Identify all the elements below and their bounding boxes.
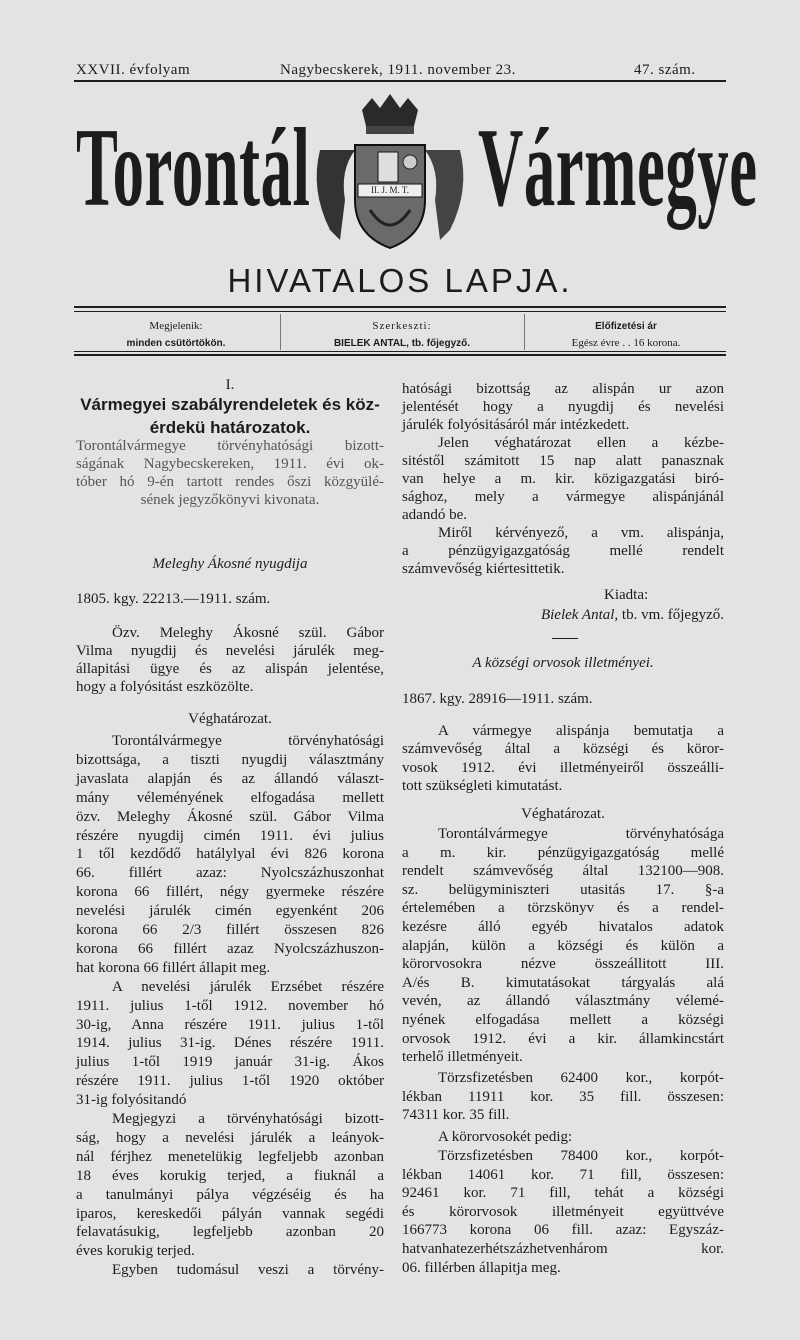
issued-label: Kiadta: xyxy=(604,587,649,603)
paragraph-line: rendelt számvevőség által 132100—908. xyxy=(402,863,724,880)
section-heading: Vármegyei szabályrendeletek és köz- xyxy=(80,395,380,414)
paragraph-line: számvevőség kiértesittetik. xyxy=(402,561,565,577)
paragraph-line: nyének elfogadása mellett a községi xyxy=(402,1012,724,1028)
decision-label: Véghatározat. xyxy=(521,806,605,822)
intro-line: Torontálvármegye törvényhatósági bizott- xyxy=(76,438,384,454)
paragraph-line: a tanulmányi pálya végzéséig és ha xyxy=(76,1186,384,1203)
paragraph-line: a pénzügyigazgatóság mellé rendelt xyxy=(402,543,724,559)
issue-number: 47. szám. xyxy=(634,62,696,78)
paragraph-line: Törzsfizetésben 62400 kor., korpót- xyxy=(438,1070,724,1086)
paragraph-line: sitéstől számitott 15 nap alatt panasznak xyxy=(402,453,724,469)
paragraph-line: sághoz, mely a vármegye alispánjánál xyxy=(402,489,724,505)
paragraph-line: Törzsfizetésben 78400 kor., korpót- xyxy=(438,1148,724,1164)
paragraph-line: 92461 kor. 71 fill, tehát a községi xyxy=(402,1185,724,1202)
decision-label: Véghatározat. xyxy=(188,711,272,727)
paragraph-line: orvosok 1912. évi a kir. államkincstárt xyxy=(402,1030,724,1047)
paragraph-line: 06. fillérben állapitja meg. xyxy=(402,1259,561,1276)
paragraph-line: nál férjhez menetelükig legfeljebb azonban xyxy=(76,1148,384,1165)
appears-value: minden csütörtökön. xyxy=(126,338,226,349)
signature xyxy=(402,606,724,624)
paragraph-line: Özv. Meleghy Ákosné szül. Gábor xyxy=(112,625,384,641)
paragraph-line: számvevőség által a községi és köror- xyxy=(402,741,724,758)
paragraph-line: vosok 1912. évi illetményeiről összeálli- xyxy=(402,759,724,776)
paragraph-line: 66. fillért azaz: Nyolcszázhuszonhat xyxy=(76,865,384,882)
paragraph-line: mány véleményének elfogadása mellett xyxy=(76,789,384,806)
paragraph-line: éves korukig terjed. xyxy=(76,1243,195,1260)
paragraph-line: tott szükségleti kimutatást. xyxy=(402,777,563,794)
paragraph-line: kezésre álló egyéb hivatalos adatok xyxy=(402,919,724,935)
paragraph-line: 1 től kezdődő hatálylyal évi 826 korona xyxy=(76,846,384,863)
info-bottom-rule-thick xyxy=(74,354,726,356)
paragraph-line: julius 1-től 1919 január 31-ig. Ákos xyxy=(76,1054,384,1071)
paragraph-line: és körorvosok illetményeit együttvéve xyxy=(402,1203,724,1220)
subject-title: Meleghy Ákosné nyugdija xyxy=(152,556,308,572)
paragraph-line: járulék folyósitásáról már intézkedett. xyxy=(402,417,630,433)
coat-of-arms-logo xyxy=(300,90,480,260)
title-left: Torontál xyxy=(76,106,311,230)
paragraph-line: korona 66 2/3 fillért összesen 826 xyxy=(76,922,384,938)
paragraph-line: A vármegye alispánja bemutatja a xyxy=(438,723,724,739)
section-number: I. xyxy=(225,377,235,393)
paragraph-line: Egyben tudomásul veszi a törvény- xyxy=(112,1262,384,1279)
intro-line: ságának Nagybecskereken, 1911. évi ok- xyxy=(76,456,384,472)
paragraph-line: hogy a folyósitást eszközölte. xyxy=(76,679,254,695)
paragraph-line: körorvosokra nézve összeállitott III. xyxy=(402,956,724,973)
editor-label: Szerkeszti: xyxy=(372,320,432,332)
paragraph-line: korona 66 fillért, négy gyermeke részére xyxy=(76,884,384,901)
paragraph-line: 31-ig folyósitandó xyxy=(76,1092,187,1109)
subject-title: A községi orvosok illetményei. xyxy=(472,655,654,671)
paragraph-line: 166773 korona 06 fill. azaz: Egyszáz- xyxy=(402,1222,724,1239)
paragraph-line: hat korona 66 fillért állapit meg. xyxy=(76,959,271,976)
crest-label: II. J. M. T. xyxy=(371,185,409,195)
paragraph-line: A körorvosokét pedig: xyxy=(438,1129,573,1145)
info-appears xyxy=(76,318,276,352)
paragraph-line: korona 66 fillért azaz Nyolcszázhuszon- xyxy=(76,940,384,957)
section-divider xyxy=(552,638,578,639)
paragraph-line: ság, hogy a nevelési járulék a leányok- xyxy=(76,1129,384,1146)
signature-name: Bielek Antal, xyxy=(540,607,619,623)
paragraph-line: felavatásukig, legfeljebb azonban 20 xyxy=(76,1224,384,1241)
info-divider xyxy=(524,314,525,350)
paragraph-line: adandó be. xyxy=(402,507,467,523)
paragraph-line: értelemében a törzskönyv és a rendel- xyxy=(402,900,724,917)
paragraph-line: 1914. julius 31-ig. Dénes részére 1911. xyxy=(76,1035,384,1052)
paragraph-line: lékban 14061 kor. 71 fill, összesen: xyxy=(402,1166,724,1183)
paragraph-line: terhelő illetményeit. xyxy=(402,1049,523,1066)
paragraph-line: iparos, kereskedői pályán vannak segédi xyxy=(76,1205,384,1222)
paragraph-line: 74311 kor. 35 fill. xyxy=(402,1107,510,1124)
info-divider xyxy=(280,314,281,350)
info-editor xyxy=(282,318,522,352)
paragraph-line: van helye a m. kir. közigazgatási biró- xyxy=(402,471,724,487)
paragraph-line: Vilma nyugdij és nevelési járulék meg- xyxy=(76,643,384,659)
reference-number: 1805. kgy. 22213.—1911. szám. xyxy=(76,591,271,607)
subtitle-rule xyxy=(74,306,726,308)
appears-label: Megjelenik: xyxy=(149,320,203,332)
paragraph-line: Torontálvármegye törvényhatósága xyxy=(438,826,724,842)
paragraph-line: lékban 11911 kor. 35 fill. összesen: xyxy=(402,1088,724,1105)
subtitle: HIVATALOS LAPJA. xyxy=(227,262,573,299)
info-bottom-rule xyxy=(74,351,726,352)
paragraph-line: hatósági bizottság az alispán ur azon xyxy=(402,381,724,397)
paragraph-line: Jelen véghatározat ellen a kézbe- xyxy=(438,435,724,451)
price-value: Egész évre . . 16 korona. xyxy=(571,337,681,349)
paragraph-line: alapján, külön a községi és külön a xyxy=(402,937,724,954)
paragraph-line: Torontálvármegye törvényhatósági xyxy=(112,733,384,749)
paragraph-line: javaslata alapján és az állandó választ- xyxy=(76,770,384,787)
info-price xyxy=(526,318,726,352)
paragraph-line: 18 éves korukig terjed, a fiuknál a xyxy=(76,1167,384,1184)
paragraph-line: özv. Meleghy Ákosné szül. Gábor Vilma xyxy=(76,808,384,825)
paragraph-line: a m. kir. pénzügyigazgatóság mellé xyxy=(402,844,724,861)
paragraph-line: vevén, az állandó választmány vélemé- xyxy=(402,993,724,1010)
place-date: Nagybecskerek, 1911. november 23. xyxy=(280,62,516,78)
paragraph-line: A nevelési járulék Erzsébet részére xyxy=(112,978,384,995)
paragraph-line: részére 1911. julius 1-től 1920 október xyxy=(76,1073,384,1090)
paragraph-line: Miről kérvényező, a vm. alispánja, xyxy=(438,525,724,541)
paragraph-line: 30-ig, Anna részére 1911. julius 1-től xyxy=(76,1016,384,1033)
section-heading: érdekü határozatok. xyxy=(149,418,311,437)
signature-title: tb. vm. főjegyző. xyxy=(618,607,724,623)
paragraph-line: A/és B. kimutatásokat tárgyalás alá xyxy=(402,974,724,991)
paragraph-line: hatvanhatezerhétszázhetvenhárom kor. xyxy=(402,1241,724,1257)
intro-line: tóber hó 9-én tartott rendes őszi közgyülé- xyxy=(76,474,384,490)
intro-line: sének jegyzőkönyvi kivonata. xyxy=(140,492,320,508)
paragraph-line: jelentését hogy a nyugdij és nevelési xyxy=(402,399,724,415)
reference-number: 1867. kgy. 28916—1911. szám. xyxy=(402,691,593,707)
price-label: Előfizetési ár xyxy=(595,321,657,332)
masthead-top-rule xyxy=(74,80,726,82)
paragraph-line: részére nyugdij cimén 1911. évi julius xyxy=(76,827,384,844)
title-right: Vármegye xyxy=(478,106,758,230)
subtitle-rule-thin xyxy=(74,311,726,312)
volume-label: XXVII. évfolyam xyxy=(76,62,191,78)
paragraph-line: Megjegyzi a törvényhatósági bizott- xyxy=(112,1111,384,1127)
paragraph-line: bizottsága, a tiszti nyugdij választmány xyxy=(76,751,384,768)
paragraph-line: sz. belügyminiszteri utasitás 17. §-a xyxy=(402,881,724,898)
paragraph-line: nevelési járulék cimén egyenként 206 xyxy=(76,903,384,920)
paragraph-line: 1911. julius 1-től 1912. november hó xyxy=(76,997,384,1014)
editor-value: BIELEK ANTAL, tb. főjegyző. xyxy=(333,338,471,349)
paragraph-line: állapitási ügye és az alispán jelentése, xyxy=(76,661,384,677)
